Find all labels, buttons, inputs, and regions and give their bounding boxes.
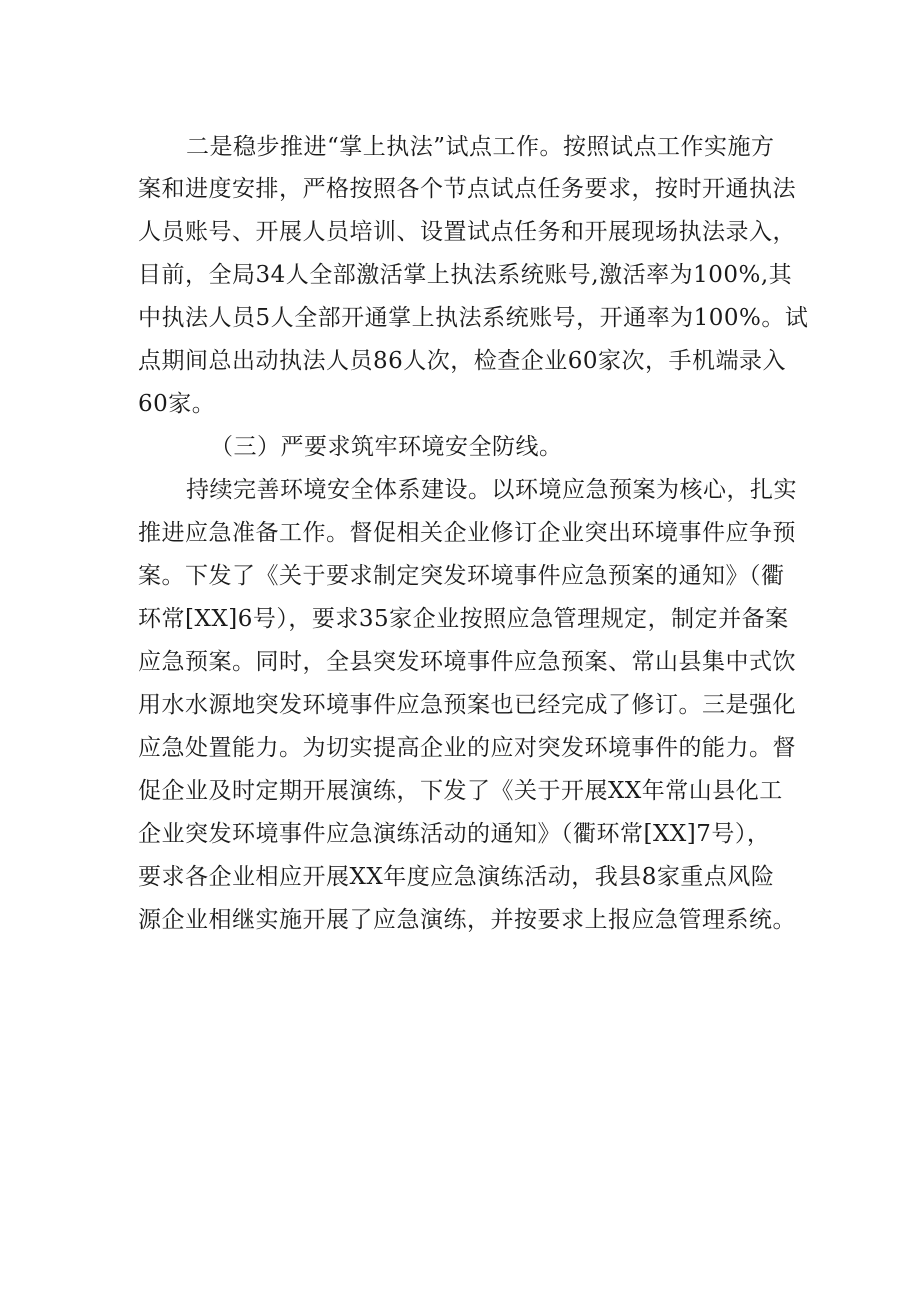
text-line: 持续完善环境安全体系建设。以环境应急预案为核心，扎实	[186, 477, 797, 503]
text-line: 人员账号、开展人员培训、设置试点任务和开展现场执法录入，	[138, 219, 796, 245]
text-line: 二是稳步推进“掌上执法”试点工作。按照试点工作实施方	[186, 134, 775, 160]
text-line: 案和进度安排，严格按照各个节点试点任务要求，按时开通执法	[138, 176, 796, 202]
text-line: 企业突发环境事件应急演练活动的通知》（衢环常[XX]7号），	[138, 821, 771, 847]
text-line: 环常[XX]6号），要求35家企业按照应急管理规定，制定并备案	[138, 606, 789, 632]
text-line: 点期间总出动执法人员86人次，检查企业60家次，手机端录入	[138, 348, 787, 374]
text-line: 应急预案。同时，全县突发环境事件应急预案、常山县集中式饮	[138, 649, 796, 675]
section-heading: （三）严要求筑牢环境安全防线。	[210, 434, 563, 460]
text-line: 60家。	[138, 391, 216, 417]
text-line: 目前，全局34人全部激活掌上执法系统账号,激活率为100%,其	[138, 262, 793, 288]
text-line: 推进应急准备工作。督促相关企业修订企业突出环境事件应争预	[138, 520, 796, 546]
text-line: 应急处置能力。为切实提高企业的应对突发环境事件的能力。督	[138, 735, 796, 761]
text-line: 促企业及时定期开展演练，下发了《关于开展XX年常山县化工	[138, 778, 783, 804]
text-line: 用水水源地突发环境事件应急预案也已经完成了修订。三是强化	[138, 692, 796, 718]
text-line: 案。下发了《关于要求制定突发环境事件应急预案的通知》（衢	[138, 563, 785, 589]
text-line: 中执法人员5人全部开通掌上执法系统账号，开通率为100%。试	[138, 305, 809, 331]
text-line: 源企业相继实施开展了应急演练，并按要求上报应急管理系统。	[138, 907, 796, 933]
text-line: 要求各企业相应开展XX年度应急演练活动，我县8家重点风险	[138, 864, 775, 890]
